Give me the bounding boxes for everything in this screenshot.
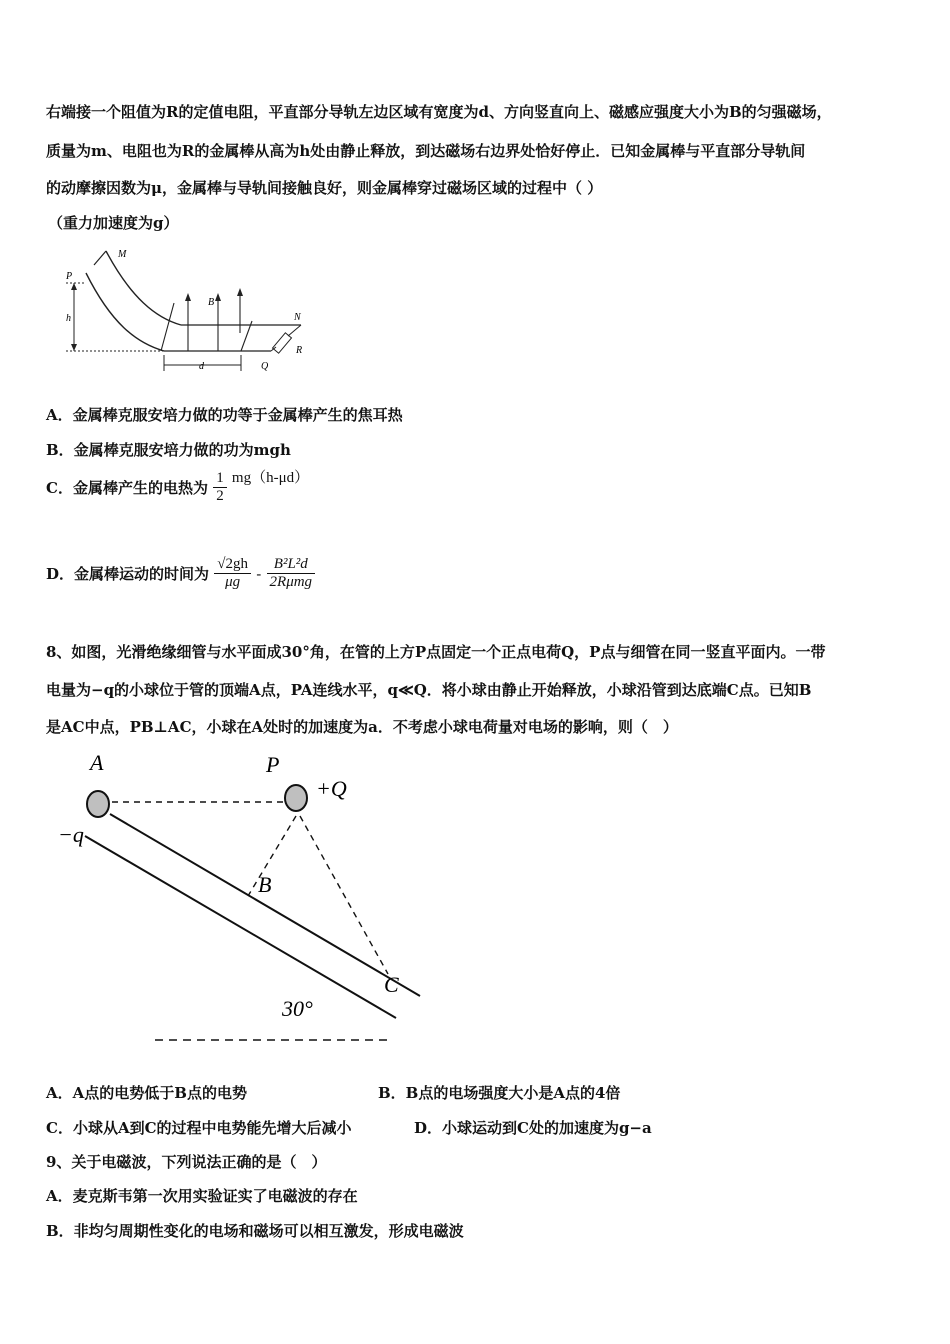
q7-stem-line-1: 右端接一个阻值为R的定值电阻，平直部分导轨左边区域有宽度为d、方向竖直向上、磁感应强度大小为B的匀强磁场， bbox=[46, 103, 832, 121]
q7-label-Q: Q bbox=[261, 361, 269, 372]
q8-label-q: −q bbox=[58, 822, 84, 847]
q7-label-M: M bbox=[118, 249, 127, 260]
q8-option-c: C．小球从A到C的过程中电势能先增大后减小 bbox=[46, 1119, 352, 1137]
q8-figure bbox=[50, 748, 430, 1048]
q8-label-B: B bbox=[258, 872, 272, 897]
q9-stem: 9、关于电磁波，下列说法正确的是（ ） bbox=[46, 1153, 327, 1171]
q7-option-d-fraction-1 bbox=[214, 556, 251, 591]
q9-option-b: B．非均匀周期性变化的电场和磁场可以相互激发，形成电磁波 bbox=[46, 1222, 464, 1240]
q7-label-P: P bbox=[66, 271, 73, 282]
q7-stem-line-2: 质量为m、电阻也为R的金属棒从高为h处由静止释放，到达磁场右边界处恰好停止．已知金属棒与平直部分导轨间 bbox=[46, 142, 806, 160]
q8-label-A: A bbox=[90, 750, 104, 775]
q7-option-c-den: 2 bbox=[216, 488, 224, 504]
q7-figure bbox=[56, 243, 316, 378]
q7-option-d-den-1: μg bbox=[225, 574, 241, 590]
q8-label-P: P bbox=[266, 752, 280, 777]
q7-option-d-num-2: B²L²d bbox=[267, 556, 316, 574]
q7-option-c-fraction bbox=[213, 470, 227, 505]
q7-label-R: R bbox=[296, 345, 303, 356]
q8-stem-line-2: 电量为−q的小球位于管的顶端A点，PA连线水平，q≪Q．将小球由静止开始释放，小球沿管到达底端C点。已知B bbox=[46, 681, 812, 699]
q8-option-a: A．A点的电势低于B点的电势 bbox=[46, 1084, 247, 1102]
q8-label-angle: 30° bbox=[282, 996, 313, 1021]
q7-option-c-tail: mg（h-μd） bbox=[231, 470, 310, 486]
q7-option-d-fraction-2 bbox=[267, 556, 316, 591]
q7-option-b: B．金属棒克服安培力做的功为mgh bbox=[46, 441, 291, 459]
q7-option-d-minus: - bbox=[256, 564, 262, 583]
q8-label-C: C bbox=[384, 972, 399, 997]
q8-stem-line-3: 是AC中点，PB⊥AC，小球在A处时的加速度为a．不考虑小球电荷量对电场的影响，则（ ） bbox=[46, 718, 678, 736]
q7-option-c-label: C．金属棒产生的电热为 bbox=[46, 479, 208, 497]
q8-stem-line-1: 8、如图，光滑绝缘细管与水平面成30°角，在管的上方P点固定一个正点电荷Q，P点与细管在同一竖直平面内。一带 bbox=[46, 643, 826, 661]
q8-option-d: D．小球运动到C处的加速度为g−a bbox=[414, 1119, 652, 1137]
q7-option-a: A．金属棒克服安培力做的功等于金属棒产生的焦耳热 bbox=[46, 406, 403, 424]
q9-option-a: A．麦克斯韦第一次用实验证实了电磁波的存在 bbox=[46, 1187, 358, 1205]
q7-option-d-label: D．金属棒运动的时间为 bbox=[46, 565, 210, 583]
q7-label-B: B bbox=[208, 297, 215, 308]
q7-option-c-num: 1 bbox=[213, 470, 227, 488]
q7-option-d-num-1: √2gh bbox=[214, 556, 251, 574]
q8-option-b: B．B点的电场强度大小是A点的4倍 bbox=[378, 1084, 621, 1102]
q7-stem-line-4: （重力加速度为g） bbox=[48, 214, 179, 232]
q7-option-c bbox=[46, 470, 309, 505]
q7-option-d bbox=[46, 556, 315, 591]
q7-option-d-den-2: 2Rμmg bbox=[269, 574, 313, 590]
q7-label-d: d bbox=[199, 361, 204, 372]
q7-label-N: N bbox=[294, 312, 301, 323]
q7-stem-line-3: 的动摩擦因数为μ，金属棒与导轨间接触良好，则金属棒穿过磁场区域的过程中（ ） bbox=[46, 179, 603, 197]
q7-label-h: h bbox=[66, 313, 71, 324]
q8-label-Q: +Q bbox=[316, 776, 347, 801]
